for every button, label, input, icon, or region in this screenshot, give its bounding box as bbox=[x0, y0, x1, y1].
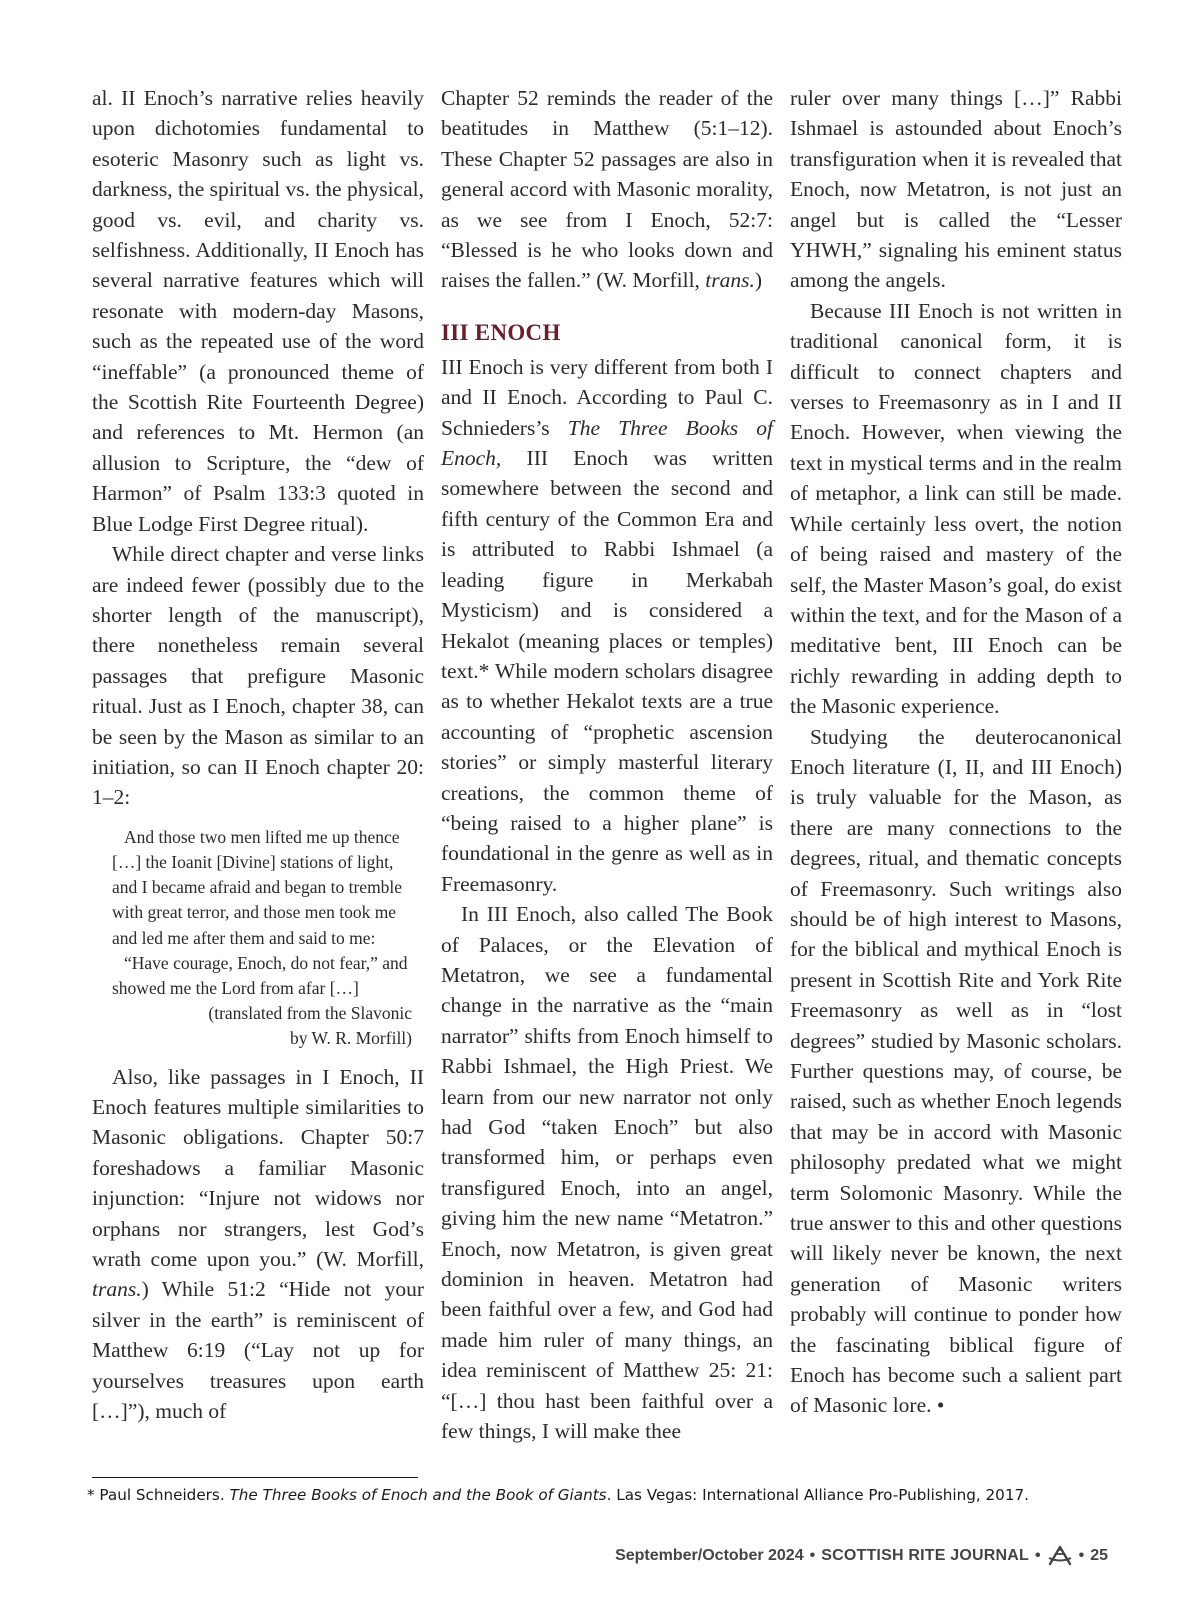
page-footer bbox=[615, 1545, 1108, 1567]
footnote bbox=[87, 1484, 1127, 1506]
italic-text: trans. bbox=[92, 1277, 142, 1302]
text-run: III Enoch is very different from both I and II Enoch. According to Paul C. Schnieders’s bbox=[441, 354, 773, 440]
text-run: III Enoch was written somewhere between the second and fifth century of the Common Era and is attributed to Rabbi Ishmael (a leading figure in Merkabah Mysticism) and is considered a Hekalot (meaning places or temples) text.* While modern scholars disagree as to whether Hekalot texts are a true accounting of “prophetic ascension stories” or simply masterful literary creations, the common theme of “being raised to a higher plane” is foundational in the genre as well as in Freemasonry. bbox=[441, 446, 773, 896]
paragraph: While direct chapter and verse links are indeed fewer (possibly due to the shorter length of the manuscript), there nonetheless remain several passages that prefigure Masonic ritual. Just as I Enoch, chapter 38, can be seen by the Mason as similar to an initiation, so can II Enoch chapter 20: 1–2: bbox=[92, 542, 424, 810]
separator-bullet: • bbox=[1078, 1547, 1085, 1564]
paragraph: al. II Enoch’s narrative relies heavily upon dichotomies fundamental to esoteric Masonry such as light vs. darkness, the spiritual vs. the physical, good vs. evil, and charity vs. selfishness. Additionally, II Enoch has several narrative features which will resonate with modern-day Masons, such as the repeated use of the word “ineffable” (a pronounced theme of the Scottish Rite Fourteenth Degree) and references to Mt. Hermon (an allusion to Scripture, the “dew of Harmon” of Psalm 133:3 quoted in Blue Lodge First Degree ritual). bbox=[92, 86, 424, 536]
quote-text: And those two men lifted me up thence […] the Ioanit [Divine] stations of light, and I became afraid and began to tremble with great terror, and those men took me and led me after them and said to me: bbox=[112, 826, 403, 948]
paragraph bbox=[92, 1062, 424, 1427]
section-heading: III ENOCH bbox=[441, 319, 561, 345]
quote-attribution: by W. R. Morfill) bbox=[289, 1028, 412, 1049]
text-column-2 bbox=[441, 83, 773, 1446]
separator-bullet: • bbox=[809, 1547, 816, 1564]
text-run: Also, like passages in I Enoch, II Enoch features multiple similarities to Masonic obligations. Chapter 50:7 foreshadows a familiar Masonic injunction: “Injure not widows nor orphans nor strangers, lest God’s wrath come upon you.” (W. Morfill, bbox=[92, 1064, 424, 1272]
separator-bullet: • bbox=[1034, 1547, 1041, 1564]
quote-text: “Have courage, Enoch, do not fear,” and showed me the Lord from afar […] bbox=[112, 952, 408, 998]
issue-date: September/October 2024 bbox=[615, 1547, 804, 1564]
book-title: The Three Books of Enoch, bbox=[441, 415, 773, 471]
text-run: ) bbox=[754, 268, 763, 293]
paragraph bbox=[441, 352, 773, 899]
paragraph: ruler over many things […]” Rabbi Ishmael is astounded about Enoch’s transfiguration when it is revealed that Enoch, now Metatron, is not just an angel but is called the “Lesser YHWH,” signaling his eminent status among the angels. bbox=[790, 86, 1122, 293]
quote-attribution: (translated from the Slavonic bbox=[208, 1003, 412, 1024]
scottish-rite-emblem-icon bbox=[1047, 1545, 1073, 1567]
footnote-marker: * Paul Schneiders. bbox=[87, 1486, 230, 1504]
page-number: 25 bbox=[1090, 1547, 1108, 1564]
block-quote bbox=[112, 825, 424, 1052]
paragraph: Because III Enoch is not written in traditional canonical form, it is difficult to connect chapters and verses to Freemasonry as in I and II Enoch. However, when viewing the text in mystical terms and in the realm of metaphor, a link can still be made. While certainly less overt, the notion of being raised and mastery of the self, the Master Mason’s goal, do exist within the text, and for the Mason of a meditative bent, III Enoch can be richly rewarding in adding depth to the Masonic experience. bbox=[790, 298, 1123, 719]
text-run: Chapter 52 reminds the reader of the beatitudes in Matthew (5:1–12). These Chapter 52 passages are also in general accord with Masonic morality, as we see from I Enoch, 52:7: “Blessed is he who looks down and raises the fallen.” (W. Morfill, bbox=[441, 86, 773, 293]
text-column-3 bbox=[790, 83, 1122, 1421]
paragraph: Studying the deuterocanonical Enoch literature (I, II, and III Enoch) is truly valuable for the Mason, as there are many connections to the degrees, ritual, and thematic concepts of Freemasonry. Such writings also should be of high interest to Masons, for the biblical and mythical Enoch is present in Scottish Rite and York Rite Freemasonry as well as in “lost degrees” studied by Masonic scholars. Further questions may, of course, be raised, such as whether Enoch legends that may be in accord with Masonic philosophy predated what we might term Solomonic Masonry. While the true answer to this and other questions will likely never be known, the next generation of Masonic writers probably will continue to ponder how the fascinating biblical figure of Enoch has become such a salient part of Masonic lore. • bbox=[790, 724, 1122, 1418]
text-column-1 bbox=[92, 83, 424, 1426]
italic-text: trans. bbox=[705, 268, 755, 293]
footnote-divider bbox=[92, 1477, 418, 1478]
paragraph: In III Enoch, also called The Book of Palaces, or the Elevation of Metatron, we see a fundamental change in the narrative as the “main narrator” shifts from Enoch himself to Rabbi Ishmael, the High Priest. We learn from our new narrator not only had God “taken Enoch” but also transformed him, or perhaps even transfigured Enoch, into an angel, giving him the new name “Metatron.” Enoch, now Metatron, is given great dominion in heaven. Metatron had been faithful over a few, and God had made him ruler of many things, an idea reminiscent of Matthew 25: 21: “[…] thou hast been faithful over a few things, I will make thee bbox=[441, 902, 773, 1444]
journal-title: SCOTTISH RITE JOURNAL bbox=[821, 1547, 1029, 1564]
footnote-publication: . Las Vegas: International Alliance Pro-Publishing, 2017. bbox=[606, 1486, 1029, 1504]
paragraph bbox=[441, 83, 773, 296]
text-run: ) While 51:2 “Hide not your silver in the earth” is reminiscent of Matthew 6:19 (“Lay not up for yourselves treasures upon earth […]”), much of bbox=[92, 1277, 424, 1424]
footnote-book-title: The Three Books of Enoch and the Book of Giants bbox=[229, 1486, 607, 1504]
